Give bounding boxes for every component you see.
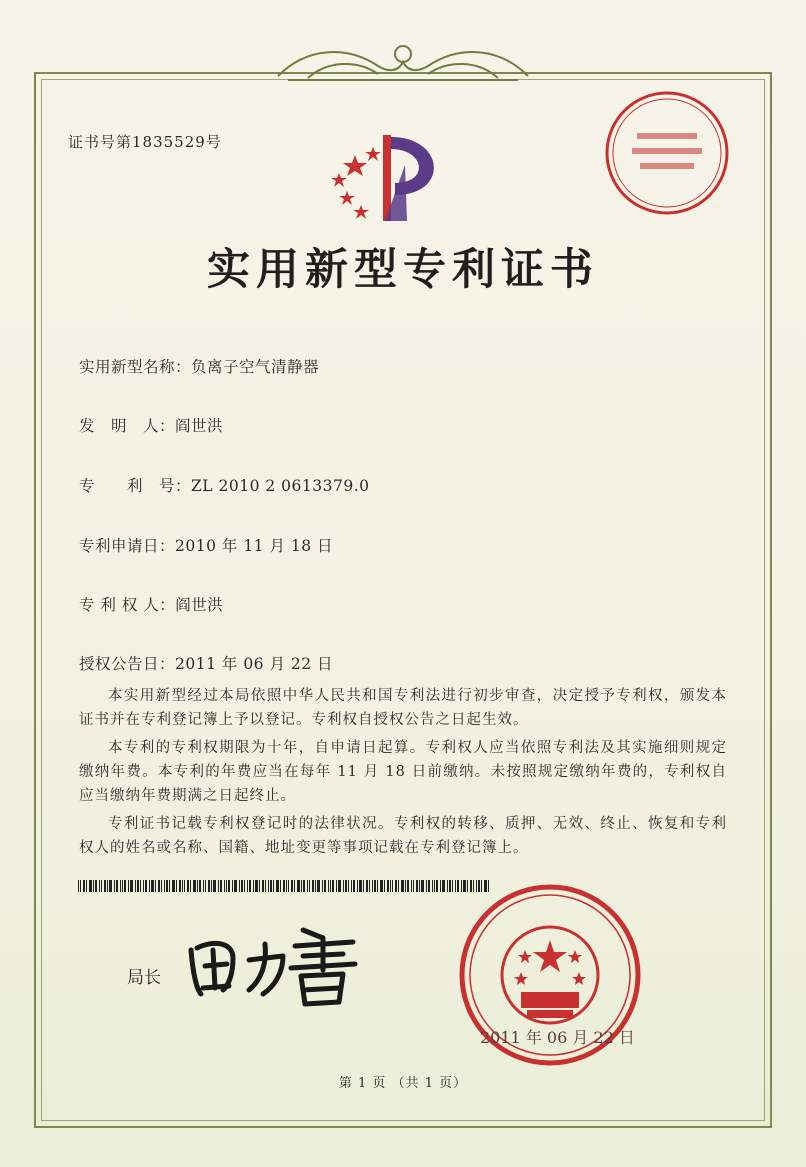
certificate-number: 证书号第1835529号	[68, 133, 222, 151]
field-grant-date	[79, 652, 333, 674]
page-number: 第 1 页 （共 1 页）	[338, 1076, 468, 1091]
field-value: 负离子空气清静器	[191, 358, 320, 376]
paragraph-term: 本专利的专利权期限为十年，自申请日起算。专利权人应当依照专利法及其实施细则规定缴纳年费。本专利的年费应当在每年 11 月 18 日前缴纳。未按照规定缴纳年费的，专利权自应当缴纳年费期满之日起终止。	[79, 740, 727, 804]
field-label: 专 利 号：	[79, 477, 192, 495]
field-patent-no	[79, 474, 370, 496]
field-application-date	[79, 534, 333, 556]
paragraph-grant: 本实用新型经过本局依照中华人民共和国专利法进行初步审查，决定授予专利权，颁发本证书并在专利登记簿上予以登记。专利权自授权公告之日起生效。	[79, 688, 727, 728]
field-label: 实用新型名称：	[79, 358, 192, 376]
barcode-icon	[78, 880, 493, 892]
top-ornament-icon	[268, 40, 538, 86]
director-label: 局长	[127, 968, 161, 988]
field-patentee	[79, 593, 223, 615]
field-value: 2011 年 06 月 22 日	[175, 655, 334, 673]
field-value: 阎世洪	[175, 417, 224, 435]
field-label: 专 利 权 人：	[79, 596, 176, 614]
paragraph-status: 专利证书记载专利权登记时的法律状况。专利权的转移、质押、无效、终止、恢复和专利权人的姓名或名称、国籍、地址变更等事项记载在专利登记簿上。	[79, 816, 727, 856]
field-value: 2010 年 11 月 18 日	[175, 537, 334, 555]
field-name	[79, 355, 319, 377]
page-title: 实用新型专利证书	[207, 245, 599, 295]
field-label: 发 明 人：	[79, 417, 176, 435]
field-inventor	[79, 414, 223, 436]
field-value: ZL 2010 2 0613379.0	[191, 477, 370, 495]
field-label: 专利申请日：	[79, 537, 176, 555]
tax-stamp	[602, 88, 732, 218]
field-label: 授权公告日：	[79, 655, 176, 673]
patent-emblem-icon	[325, 125, 465, 225]
field-value: 阎世洪	[175, 596, 224, 614]
director-signature	[183, 920, 363, 1010]
seal-date: 2011 年 06 月 22 日	[480, 1028, 635, 1047]
